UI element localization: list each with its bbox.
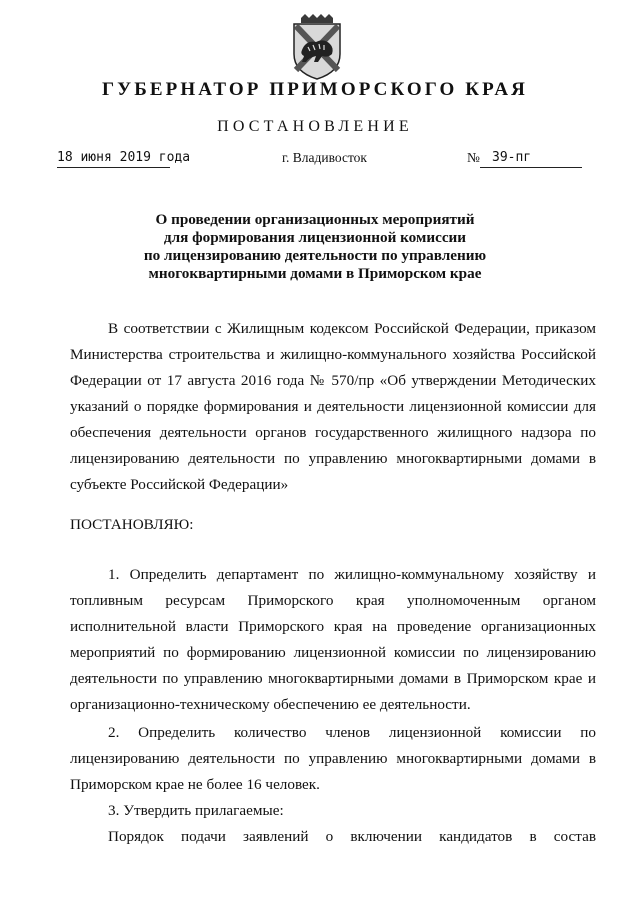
- document-type: ПОСТАНОВЛЕНИЕ: [217, 118, 413, 135]
- paragraph-line: лицензированию деятельности по управлению многоквартирными домами в: [70, 450, 596, 467]
- document-city: г. Владивосток: [282, 150, 367, 165]
- document-title: [100, 211, 530, 283]
- item-3-paragraph: [70, 798, 596, 850]
- paragraph-line: указаний о порядке формирования и деятельности лицензионной комиссии для: [70, 398, 596, 415]
- paragraph-line: деятельности по управлению многоквартирными домами в Приморском крае и: [70, 670, 596, 687]
- title-line: по лицензированию деятельности по управлению: [143, 247, 487, 264]
- paragraph-line: В соответствии с Жилищным кодексом Российской Федерации, приказом: [108, 320, 596, 337]
- paragraph-line: Порядок подачи заявлений о включении кандидатов в состав: [108, 828, 596, 845]
- decree-word-text: ПОСТАНОВЛЯЮ:: [70, 516, 194, 533]
- paragraph-line: топливным ресурсам Приморского края уполномоченным органом: [70, 592, 596, 609]
- document-number: 39-пг: [492, 150, 532, 165]
- paragraph-line: мероприятий по формированию лицензионной комиссии по лицензированию: [70, 644, 596, 661]
- title-line: многоквартирными домами в Приморском крае: [148, 265, 482, 282]
- issuing-authority: ГУБЕРНАТОР ПРИМОРСКОГО КРАЯ: [101, 79, 528, 100]
- paragraph-line: исполнительной власти Приморского края на проведение организационных: [70, 618, 596, 635]
- paragraph-line: 3. Утвердить прилагаемые:: [108, 802, 284, 819]
- number-sign: №: [467, 150, 480, 165]
- item-2-paragraph: [70, 720, 596, 798]
- paragraph-line: 2. Определить количество членов лицензионной комиссии по: [108, 724, 596, 741]
- paragraph-line: лицензированию деятельности по управлению многоквартирными домами в: [70, 750, 596, 767]
- title-line: для формирования лицензионной комиссии: [163, 229, 467, 246]
- paragraph-line: 1. Определить департамент по жилищно-коммунальному хозяйству и: [108, 566, 596, 583]
- paragraph-line: организационно-техническому обеспечению ее деятельности.: [70, 696, 471, 713]
- item-1-paragraph: [70, 562, 596, 718]
- paragraph-line: Федерации от 17 августа 2016 года № 570/пр «Об утверждении Методических: [70, 372, 596, 389]
- number-underline: [480, 167, 582, 168]
- date-underline: [57, 167, 170, 168]
- coat-of-arms-icon: [288, 14, 346, 80]
- paragraph-line: субъекте Российской Федерации»: [70, 476, 289, 493]
- document-date: 18 июня 2019 года: [57, 150, 191, 165]
- decree-word: [70, 512, 596, 538]
- paragraph-line: Министерства строительства и жилищно-коммунального хозяйства Российской: [70, 346, 596, 363]
- paragraph-line: Приморском крае не более 16 человек.: [70, 776, 320, 793]
- preamble-paragraph: [70, 316, 596, 498]
- title-line: О проведении организационных мероприятий: [155, 211, 475, 228]
- paragraph-line: обеспечения деятельности органов государственного жилищного надзора по: [70, 424, 596, 441]
